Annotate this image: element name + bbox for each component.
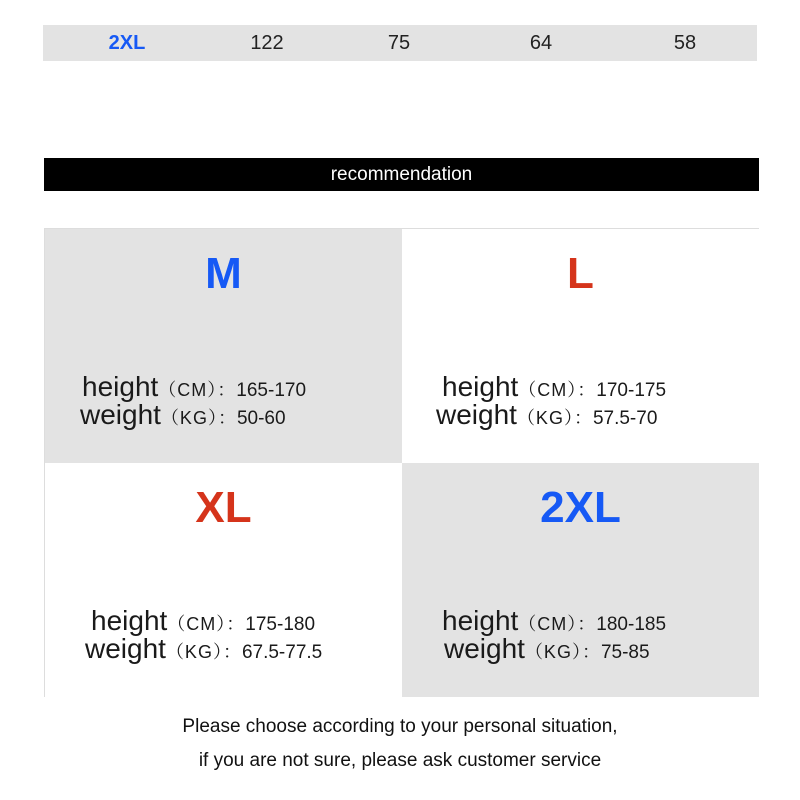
size-card-2xl (402, 463, 759, 697)
height-unit: （CM）： (518, 614, 597, 634)
size-label: M (205, 249, 242, 298)
weight-label: weight (436, 399, 517, 430)
height-unit: （CM）： (158, 380, 237, 400)
weight-line (444, 633, 650, 665)
recommendation-grid (44, 228, 759, 697)
size-label: L (567, 249, 594, 298)
size-label: XL (195, 483, 252, 532)
height-unit: （CM）： (167, 614, 246, 634)
size-card-xl (45, 463, 402, 697)
weight-unit: （KG）： (165, 642, 242, 662)
height-value: 165-170 (236, 380, 307, 401)
size-label: 2XL (540, 483, 621, 532)
size-card-l (402, 229, 759, 463)
height-value: 180-185 (596, 614, 667, 635)
weight-value: 57.5-70 (592, 408, 658, 429)
weight-label: weight (444, 633, 525, 664)
measurement-cell: 64 (529, 32, 553, 54)
weight-label: weight (85, 633, 166, 664)
height-value: 170-175 (596, 380, 667, 401)
weight-line (436, 399, 657, 431)
weight-line (85, 633, 322, 665)
weight-unit: （KG）： (516, 408, 593, 428)
weight-label: weight (80, 399, 161, 430)
advice-line-2: if you are not sure, please ask customer service (198, 750, 602, 771)
size-cell: 2XL (108, 32, 146, 54)
weight-unit: （KG）： (524, 642, 601, 662)
height-unit: （CM）： (518, 380, 597, 400)
weight-value: 67.5-77.5 (241, 642, 323, 663)
advice-line-1: Please choose according to your personal situation, (182, 716, 618, 737)
measurement-cell: 58 (673, 32, 697, 54)
recommendation-banner: recommendation (44, 158, 759, 191)
height-label: height (442, 605, 519, 636)
height-value: 175-180 (245, 614, 316, 635)
height-label: height (82, 371, 159, 402)
measurement-cell: 75 (387, 32, 411, 54)
weight-value: 75-85 (600, 642, 650, 663)
weight-line (80, 399, 286, 431)
weight-value: 50-60 (236, 408, 286, 429)
height-label: height (442, 371, 519, 402)
height-label: height (91, 605, 168, 636)
measurement-cell: 122 (250, 32, 284, 54)
size-table-row (43, 25, 757, 61)
size-card-m (45, 229, 402, 463)
weight-unit: （KG）： (160, 408, 237, 428)
